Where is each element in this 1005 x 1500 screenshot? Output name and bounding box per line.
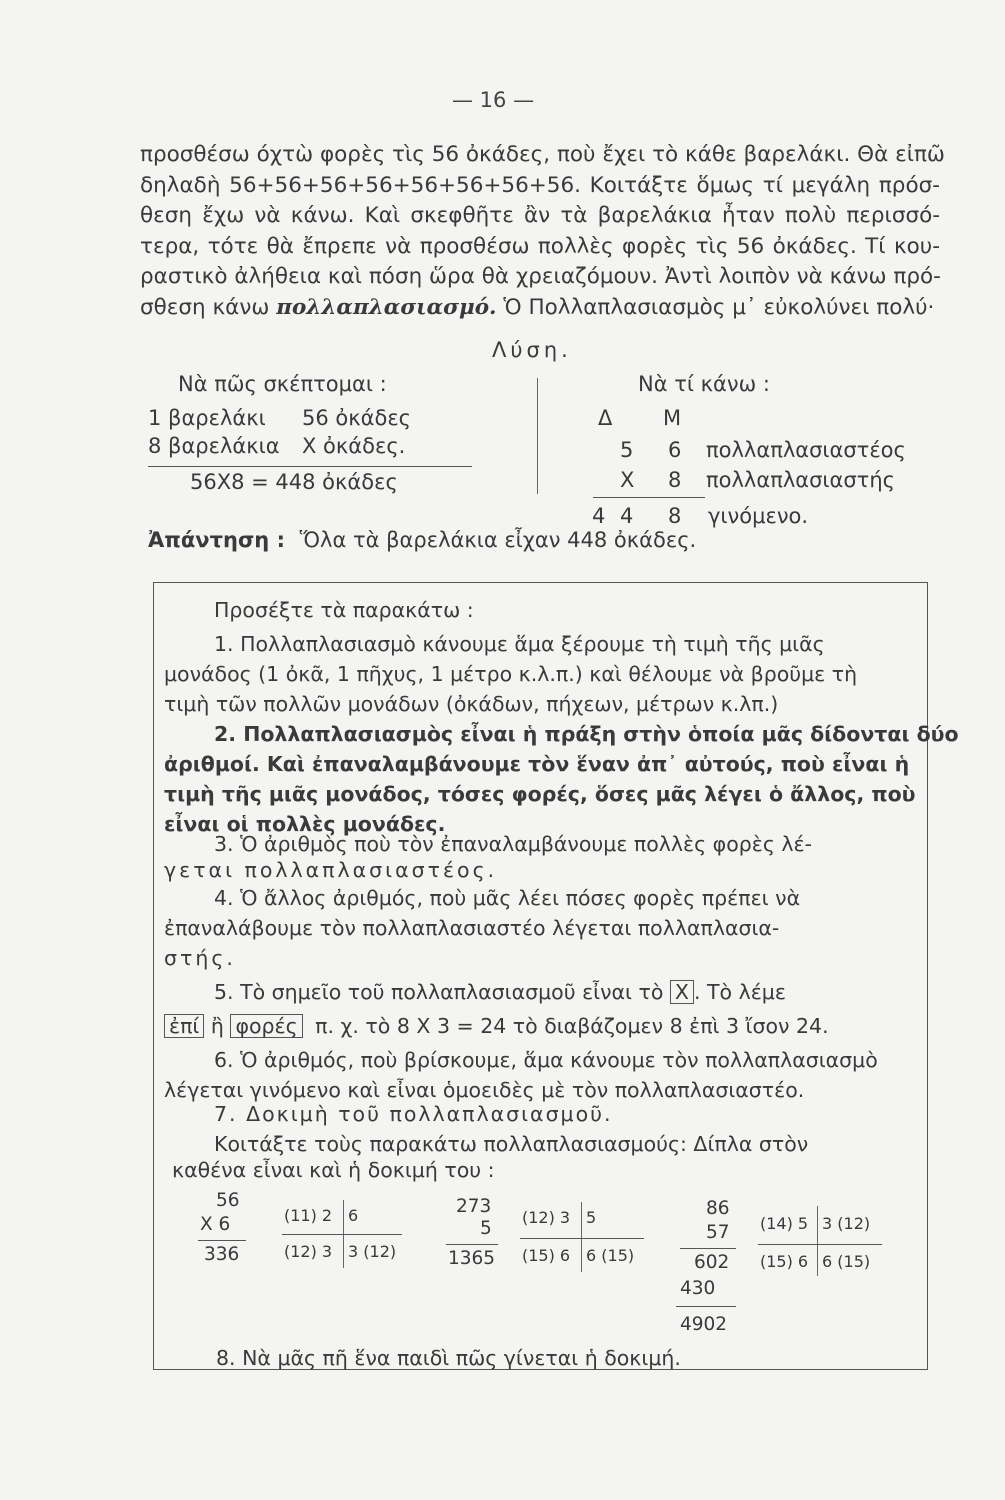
ex3-line2: [676, 1306, 736, 1307]
p4-line: στής.: [164, 946, 236, 970]
p5-text-c: π. χ. τὸ 8 X 3 = 24 τὸ διαβάζομεν 8 ἐπὶ 3 ἴσον 24.: [315, 1014, 829, 1038]
r2-m: 8: [668, 468, 682, 492]
left-heading: Νὰ πῶς σκέπτομαι :: [178, 372, 387, 396]
left-row1-a: 1 βαρελάκι: [148, 406, 266, 430]
ex2-t1: (12) 3: [522, 1208, 571, 1227]
col-header-d: Δ: [598, 406, 613, 430]
r2-label: πολλαπλασιαστής: [706, 468, 895, 492]
p6-line: λέγεται γινόμενο καὶ εἶναι ὁμοειδὲς μὲ τὸν πολλαπλασιαστέο.: [164, 1078, 805, 1102]
intro-last-line: [140, 293, 940, 324]
ex2-cross-v: [581, 1202, 582, 1272]
ex1-r: 336: [204, 1244, 240, 1265]
p7-line: Κοιτάξτε τοὺς παρακάτω πολλαπλασιασμούς: Δίπλα στὸν: [214, 1132, 809, 1156]
left-result: 56X8 = 448 ὀκάδες: [190, 470, 398, 494]
p2-line: 2. Πολλαπλασιασμὸς εἶναι ἡ πράξη στὴν ὁποία μᾶς δίδονται δύο: [214, 722, 959, 746]
r1-d: 5: [620, 438, 634, 462]
left-row2-b: X ὀκάδες.: [302, 434, 406, 458]
res-h: 4: [592, 504, 606, 528]
intro-line: ραστικὸ ἀλήθεια καὶ πόση ὥρα θὰ χρειαζόμουν. Ἀντὶ λοιπὸν νὰ κάνω πρό-: [140, 264, 941, 289]
times-sign-box: X: [670, 980, 694, 1004]
ex3-b1: (15) 6: [760, 1252, 809, 1271]
p3-line: γεται πολλαπλασιαστέος.: [164, 858, 498, 882]
ex1-t2: 6: [348, 1206, 359, 1225]
ex3-t1: (14) 5: [760, 1214, 809, 1233]
res-m: 8: [668, 504, 682, 528]
right-heading: Νὰ τί κάνω :: [638, 372, 770, 396]
p1-line: τιμὴ τῶν πολλῶν μονάδων (ὀκάδων, πήχεων, μέτρων κ.λπ.): [164, 692, 779, 716]
r2-d: X: [620, 468, 635, 492]
ex3-t2: 3 (12): [822, 1214, 871, 1233]
intro-line-tail: Ὁ Πολλαπλασιασμὸς μ᾿ εὐκολύνει πολύ·: [503, 294, 935, 320]
ex3-a: 86: [706, 1198, 730, 1219]
column-divider: [537, 378, 538, 494]
ex1-b2: 3 (12): [348, 1242, 397, 1261]
ex3-cross-h: [758, 1244, 882, 1245]
ex1-t1: (11) 2: [284, 1206, 333, 1225]
emphasis-term: πολλαπλασιασμό.: [276, 294, 497, 320]
ex3-r: 4902: [680, 1314, 728, 1335]
ex2-t2: 5: [586, 1208, 597, 1227]
res-label: γινόμενο.: [708, 504, 809, 528]
ex1-b1: (12) 3: [284, 1242, 333, 1261]
intro-paragraph: [140, 140, 945, 323]
fores-box: φορές: [230, 1014, 302, 1038]
r1-m: 6: [668, 438, 682, 462]
p2-line: εἶναι οἱ πολλὲς μονάδες.: [164, 812, 446, 836]
col-header-m: Μ: [663, 406, 682, 430]
p1-line: 1. Πολλαπλασιασμὸ κάνουμε ἅμα ξέρουμε τὴ τιμὴ τῆς μιᾶς: [214, 632, 825, 656]
intro-line: σθεση κάνω: [140, 294, 270, 320]
p4-line: ἐπαναλάβουμε τὸν πολλαπλασιαστέο λέγεται πολλαπλασια-: [164, 916, 780, 940]
p6-line: 6. Ὁ ἀριθμός, ποὺ βρίσκουμε, ἅμα κάνουμε τὸν πολλαπλασιασμὸ: [214, 1048, 878, 1072]
res-d: 4: [620, 504, 634, 528]
ex1-a: 56: [216, 1190, 240, 1211]
ex2-b: 5: [480, 1218, 492, 1239]
answer-label: Ἀπάντηση :: [148, 528, 285, 552]
epi-box: ἐπί: [164, 1014, 204, 1038]
intro-line: δηλαδὴ 56+56+56+56+56+56+56+56. Κοιτάξτε ὅμως τί μεγάλη πρόσ-: [140, 172, 940, 198]
p7-line: 7. Δοκιμὴ τοῦ πολλαπλασιασμοῦ.: [214, 1102, 613, 1126]
p2-line: τιμὴ τῆς μιᾶς μονάδος, τόσες φορές, ὅσες μᾶς λέγει ὁ ἄλλος, ποὺ: [164, 782, 916, 806]
p2-line: ἀριθμοί. Καὶ ἐπαναλαμβάνουμε τὸν ἕναν ἀπ᾿ αὐτούς, ποὺ εἶναι ἡ: [164, 752, 910, 776]
left-row2-a: 8 βαρελάκια: [148, 434, 280, 458]
solution-title: Λύση.: [492, 338, 572, 362]
p5-line: [214, 980, 786, 1004]
ex3-line1: [680, 1248, 736, 1249]
ex1-b: X 6: [200, 1214, 231, 1235]
answer-text: Ὅλα τὰ βαρελάκια εἶχαν 448 ὀκάδες.: [299, 528, 697, 552]
ex3-p2: 430: [680, 1278, 716, 1299]
ex3-p1: 602: [694, 1252, 730, 1273]
intro-line: τερα, τότε θὰ ἔπρεπε νὰ προσθέσω πολλὲς φορὲς τὶς 56 ὀκάδες. Τί κου-: [140, 233, 940, 259]
ex2-b1: (15) 6: [522, 1246, 571, 1265]
left-row1-b: 56 ὀκάδες: [302, 406, 411, 430]
ex2-line: [446, 1244, 498, 1245]
ex2-r: 1365: [448, 1248, 496, 1269]
ex1-line: [198, 1240, 246, 1241]
ex3-b2: 6 (15): [822, 1252, 871, 1271]
right-divider: [593, 497, 705, 498]
p3-line: 3. Ὁ ἀριθμὸς ποὺ τὸν ἐπαναλαμβάνουμε πολλὲς φορὲς λέ-: [214, 832, 813, 856]
ex3-b: 57: [706, 1222, 730, 1243]
p1-line: μονάδος (1 ὀκᾶ, 1 πῆχυς, 1 μέτρο κ.λ.π.) καὶ θέλουμε νὰ βροῦμε τὴ: [164, 662, 858, 686]
intro-line: προσθέσω όχτὼ φορὲς τὶς 56 ὀκάδες, ποὺ ἔχει τὸ κάθε βαρελάκι. Θὰ εἰπῶ: [140, 142, 945, 167]
p5-line2: [164, 1014, 829, 1038]
p5-text-b: . Τὸ λέμε: [693, 980, 786, 1004]
page-number: — 16 —: [452, 88, 535, 112]
p7-line: καθένα εἶναι καὶ ἡ δοκιμή του :: [172, 1158, 495, 1182]
ex2-cross-h: [520, 1238, 644, 1239]
p8-line: 8. Νὰ μᾶς πῆ ἕνα παιδὶ πῶς γίνεται ἡ δοκιμή.: [216, 1346, 681, 1370]
intro-line: θεση ἔχω νὰ κάνω. Καὶ σκεφθῆτε ἂν τὰ βαρελάκια ἦταν πολὺ περισσό-: [140, 203, 940, 228]
r1-label: πολλαπλασιαστέος: [706, 438, 906, 462]
ex3-cross-v: [817, 1206, 818, 1276]
p5-text-a: 5. Τὸ σημεῖο τοῦ πολλαπλασιασμοῦ εἶναι τὸ: [214, 980, 664, 1004]
answer-line: [148, 528, 696, 552]
ex2-b2: 6 (15): [586, 1246, 635, 1265]
p5-or: ἢ: [210, 1014, 224, 1038]
ex1-cross-h: [282, 1234, 402, 1235]
left-divider: [148, 466, 472, 467]
box-heading: Προσέξτε τὰ παρακάτω :: [214, 598, 474, 622]
p4-line: 4. Ὁ ἄλλος ἀριθμός, ποὺ μᾶς λέει πόσες φορὲς πρέπει νὰ: [214, 886, 801, 910]
ex2-a: 273: [456, 1196, 492, 1217]
